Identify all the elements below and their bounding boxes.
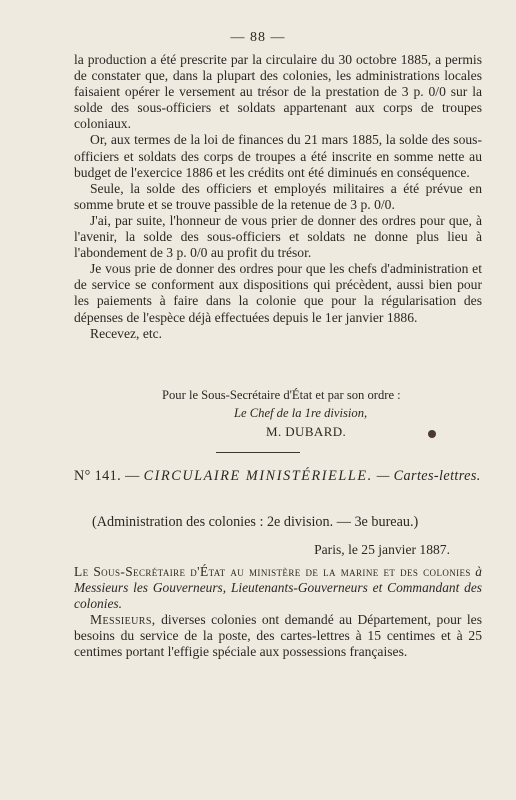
signature-line-1: Pour le Sous-Secrétaire d'État et par son ordre : (162, 388, 401, 402)
paragraph-5: Je vous prie de donner des ordres pour que les chefs d'administration et de service se conforment aux dispositions qui précèdent, aussi bien pour les paiements à faire dans la colonie que pour la régularisation des dépenses de l'espèce déjà effectuées depuis le 1er janvier 1886. (74, 261, 482, 325)
signatory-name: M. DUBARD. (266, 424, 347, 439)
page-number: — 88 — (230, 30, 286, 45)
heading-dash: — (125, 468, 140, 484)
paragraph-4: J'ai, par suite, l'honneur de vous prier de donner des ordres pour que, à l'avenir, la solde des sous-officiers et soldats ne donne plus lieu à l'abondement de 3 p. 0/0 au profit du trésor. (74, 212, 482, 261)
address-sender: Le Sous-Secrétaire d'État au ministère de la marine et des colonies (74, 564, 471, 579)
ink-spot (428, 430, 436, 438)
administration-line: (Administration des colonies : 2e division. — 3e bureau.) (92, 514, 419, 530)
closing-formula: Recevez, etc. (90, 325, 163, 341)
signature-line-2: Le Chef de la 1re division, (234, 406, 368, 420)
address-recipient: à Messieurs les Gouverneurs, Lieutenants-Gouverneurs et Commandant des colonies. (74, 564, 482, 612)
letter-body (74, 52, 482, 342)
paragraph-3: Seule, la solde des officiers et employés militaires a été prévue en somme brute et se trouve passible de la retenue de 3 p. 0/0. (74, 180, 482, 212)
circular-heading (74, 468, 484, 485)
paragraph-2: Or, aux termes de la loi de finances du 21 mars 1885, la solde des sous-officiers et soldats des corps de troupes a été inscrite en somme nette au budget de l'exercice 1886 et les crédits ont été diminués en conséquence. (74, 132, 482, 180)
salutation: Messieurs, (90, 612, 156, 627)
circular-number: N° 141. (74, 468, 122, 484)
circular-body-text: diverses colonies ont demandé au Département, pour les besoins du service de la poste, des cartes-lettres à 15 centimes et à 25 centimes portant l'effigie spéciale aux possessions françaises. (74, 612, 482, 660)
circular-title: CIRCULAIRE MINISTÉRIELLE. (143, 468, 373, 484)
circular-subtitle: — Cartes-lettres. (376, 468, 481, 484)
circular-body (74, 612, 482, 660)
paragraph-1: la production a été prescrite par la circulaire du 30 octobre 1885, a permis de constater que, dans la plupart des colonies, les administrations locales faisaient opérer le versement au trésor de la prestation de 3 p. 0/0 sur la solde des sous-officiers et soldats appartenant aux corps de troupes coloniaux. (74, 52, 482, 132)
dateline: Paris, le 25 janvier 1887. (314, 542, 450, 557)
section-divider (216, 452, 300, 453)
address-block (74, 564, 482, 612)
